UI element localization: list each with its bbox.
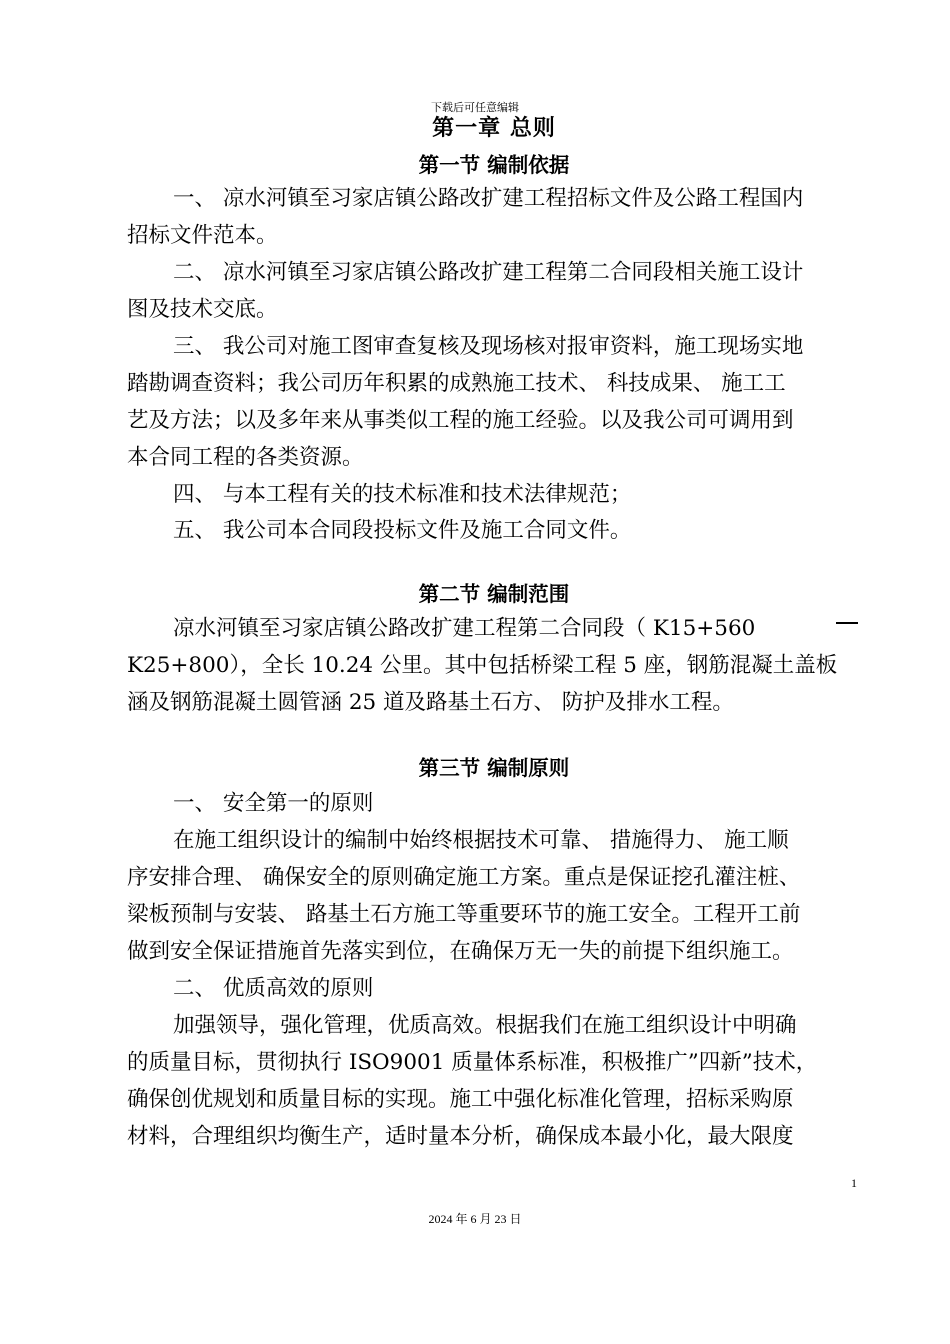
paragraph-line: 一、 安全第一的原则: [173, 791, 374, 816]
footer-date: 2024 年 6 月 23 日: [428, 1212, 522, 1226]
chapter-title: 第一章 总则: [432, 116, 556, 141]
paragraph-line: 一、 凉水河镇至习家店镇公路改扩建工程招标文件及公路工程国内: [173, 186, 804, 211]
paragraph-line: 确保创优规划和质量目标的实现。施工中强化标准化管理，招标采购原: [127, 1087, 794, 1112]
section-title: 第一节 编制依据: [418, 153, 570, 177]
paragraph-line: 涵及钢筋混凝土圆管涵 25 道及路基土石方、 防护及排水工程。: [127, 690, 734, 715]
paragraph-line: 二、 凉水河镇至习家店镇公路改扩建工程第二合同段相关施工设计: [173, 260, 804, 285]
paragraph-line: 招标文件范本。: [127, 223, 278, 248]
section-title: 第三节 编制原则: [418, 756, 570, 780]
header-note: 下载后可任意编辑: [431, 101, 519, 114]
paragraph-line: 二、 优质高效的原则: [173, 976, 374, 1001]
paragraph-line: 图及技术交底。: [127, 297, 278, 322]
paragraph-line: 的质量目标，贯彻执行 ISO9001 质量体系标准，积极推广”四新”技术，: [127, 1050, 818, 1075]
paragraph-line: 五、 我公司本合同段投标文件及施工合同文件。: [173, 518, 632, 543]
paragraph-line: 材料，合理组织均衡生产，适时量本分析，确保成本最小化，最大限度: [127, 1124, 794, 1149]
paragraph-line: K25+800），全长 10.24 公里。其中包括桥梁工程 5 座，钢筋混凝土盖板: [127, 653, 838, 678]
range-dash: [836, 622, 858, 624]
paragraph-line: 四、 与本工程有关的技术标准和技术法律规范；: [173, 482, 632, 507]
paragraph-line: 做到安全保证措施首先落实到位，在确保万无一失的前提下组织施工。: [127, 939, 794, 964]
paragraph-line: 本合同工程的各类资源。: [127, 445, 364, 470]
paragraph-line: 凉水河镇至习家店镇公路改扩建工程第二合同段（ K15+560: [173, 616, 756, 641]
paragraph-line: 梁板预制与安装、 路基土石方施工等重要环节的施工安全。工程开工前: [127, 902, 801, 927]
page-number: 1: [851, 1176, 857, 1190]
paragraph-line: 在施工组织设计的编制中始终根据技术可靠、 措施得力、 施工顺: [173, 828, 789, 853]
paragraph-line: 艺及方法；以及多年来从事类似工程的施工经验。以及我公司可调用到: [127, 408, 794, 433]
paragraph-line: 三、 我公司对施工图审查复核及现场核对报审资料，施工现场实地: [173, 334, 804, 359]
paragraph-line: 踏勘调查资料；我公司历年积累的成熟施工技术、 科技成果、 施工工: [127, 371, 786, 396]
paragraph-line: 加强领导，强化管理，优质高效。根据我们在施工组织设计中明确: [173, 1013, 797, 1038]
section-title: 第二节 编制范围: [418, 582, 570, 606]
paragraph-line: 序安排合理、 确保安全的原则确定施工方案。重点是保证挖孔灌注桩、: [127, 865, 801, 890]
